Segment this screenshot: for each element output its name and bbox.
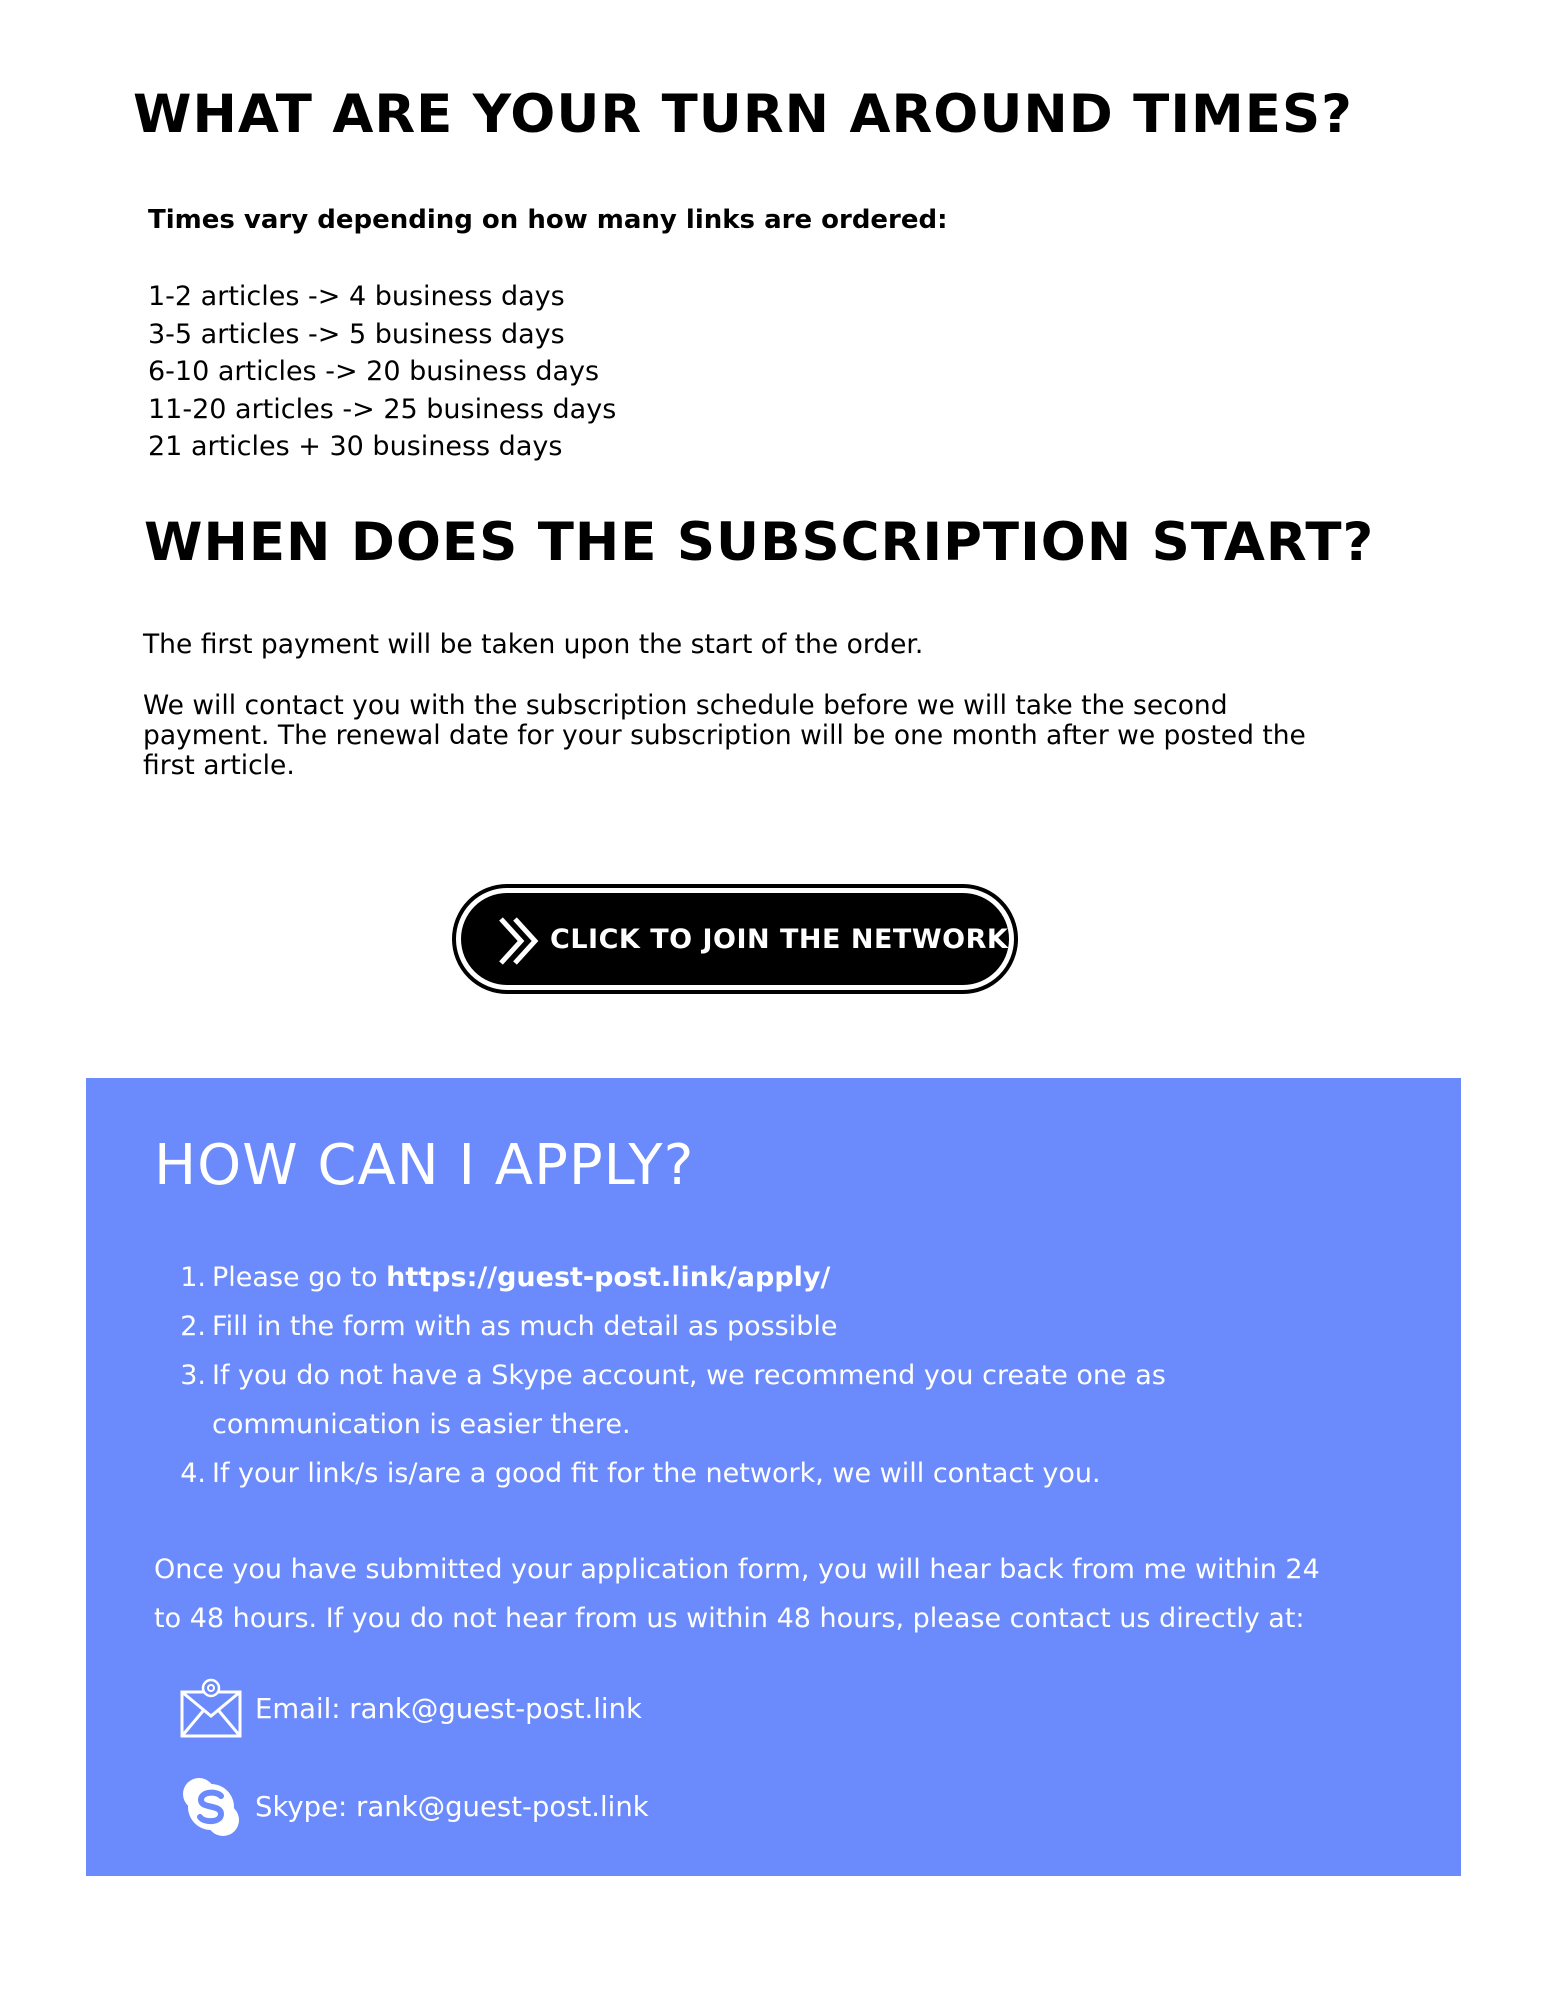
email-contact-text[interactable]: Email: rank@guest-post.link — [255, 1693, 642, 1725]
turnaround-time-item: 3-5 articles -> 5 business days — [148, 318, 565, 350]
step-text: Fill in the form with as much detail as possible — [212, 1311, 838, 1342]
subscription-heading: WHEN DOES THE SUBSCRIPTION START? — [144, 512, 1375, 573]
skype-contact-text[interactable]: Skype: rank@guest-post.link — [255, 1791, 649, 1823]
turnaround-time-item: 1-2 articles -> 4 business days — [148, 281, 565, 312]
turnaround-intro: Times vary depending on how many links are ordered: — [148, 205, 948, 235]
join-network-button[interactable] — [452, 884, 1018, 994]
join-network-button-label[interactable]: CLICK TO JOIN THE NETWORK — [550, 923, 1009, 955]
step-number: 3. — [180, 1360, 206, 1391]
step-prefix: Please go to — [212, 1262, 387, 1293]
turnaround-heading: WHAT ARE YOUR TURN AROUND TIMES? — [133, 84, 1353, 145]
subscription-paragraph-1: The first payment will be taken upon the start of the order. — [143, 629, 924, 660]
email-contact — [179, 1678, 642, 1740]
apply-step — [154, 1302, 1212, 1351]
skype-contact — [179, 1776, 649, 1838]
join-network-button-fill[interactable] — [461, 893, 1009, 985]
turnaround-time-item: 11-20 articles -> 25 business days — [148, 393, 617, 425]
apply-heading: HOW CAN I APPLY? — [154, 1133, 695, 1198]
turnaround-time-item: 6-10 articles -> 20 business days — [148, 356, 600, 387]
step-number: 1. — [180, 1262, 206, 1293]
apply-step — [154, 1253, 1212, 1302]
contact-note: Once you have submitted your application form, you will hear back from me within 24 to 48 hours. If you do not hear from us within 48 hours, please contact us directly at: — [154, 1554, 1320, 1634]
turnaround-time-item: 21 articles + 30 business days — [148, 431, 563, 462]
step-text: If you do not have a Skype account, we recommend you create one as communication is easier there. — [212, 1360, 1166, 1440]
apply-steps-list — [154, 1253, 1212, 1498]
apply-step — [154, 1351, 1212, 1449]
apply-panel — [86, 1078, 1461, 1876]
step-number: 4. — [180, 1458, 206, 1489]
skype-icon — [179, 1776, 243, 1838]
step-text: If your link/s is/are a good fit for the network, we will contact you. — [212, 1458, 1101, 1489]
subscription-paragraph-2: We will contact you with the subscription schedule before we will take the second payment. The renewal date for your subscription will be one month after we posted the first article. — [143, 690, 1306, 781]
double-chevron-right-icon — [497, 915, 543, 967]
step-number: 2. — [180, 1311, 206, 1342]
email-envelope-icon — [179, 1678, 243, 1740]
step-text — [212, 1253, 1212, 1302]
apply-step — [154, 1449, 1212, 1498]
apply-link[interactable]: https://guest-post.link/apply/ — [386, 1262, 831, 1293]
turnaround-times-list — [148, 278, 616, 466]
